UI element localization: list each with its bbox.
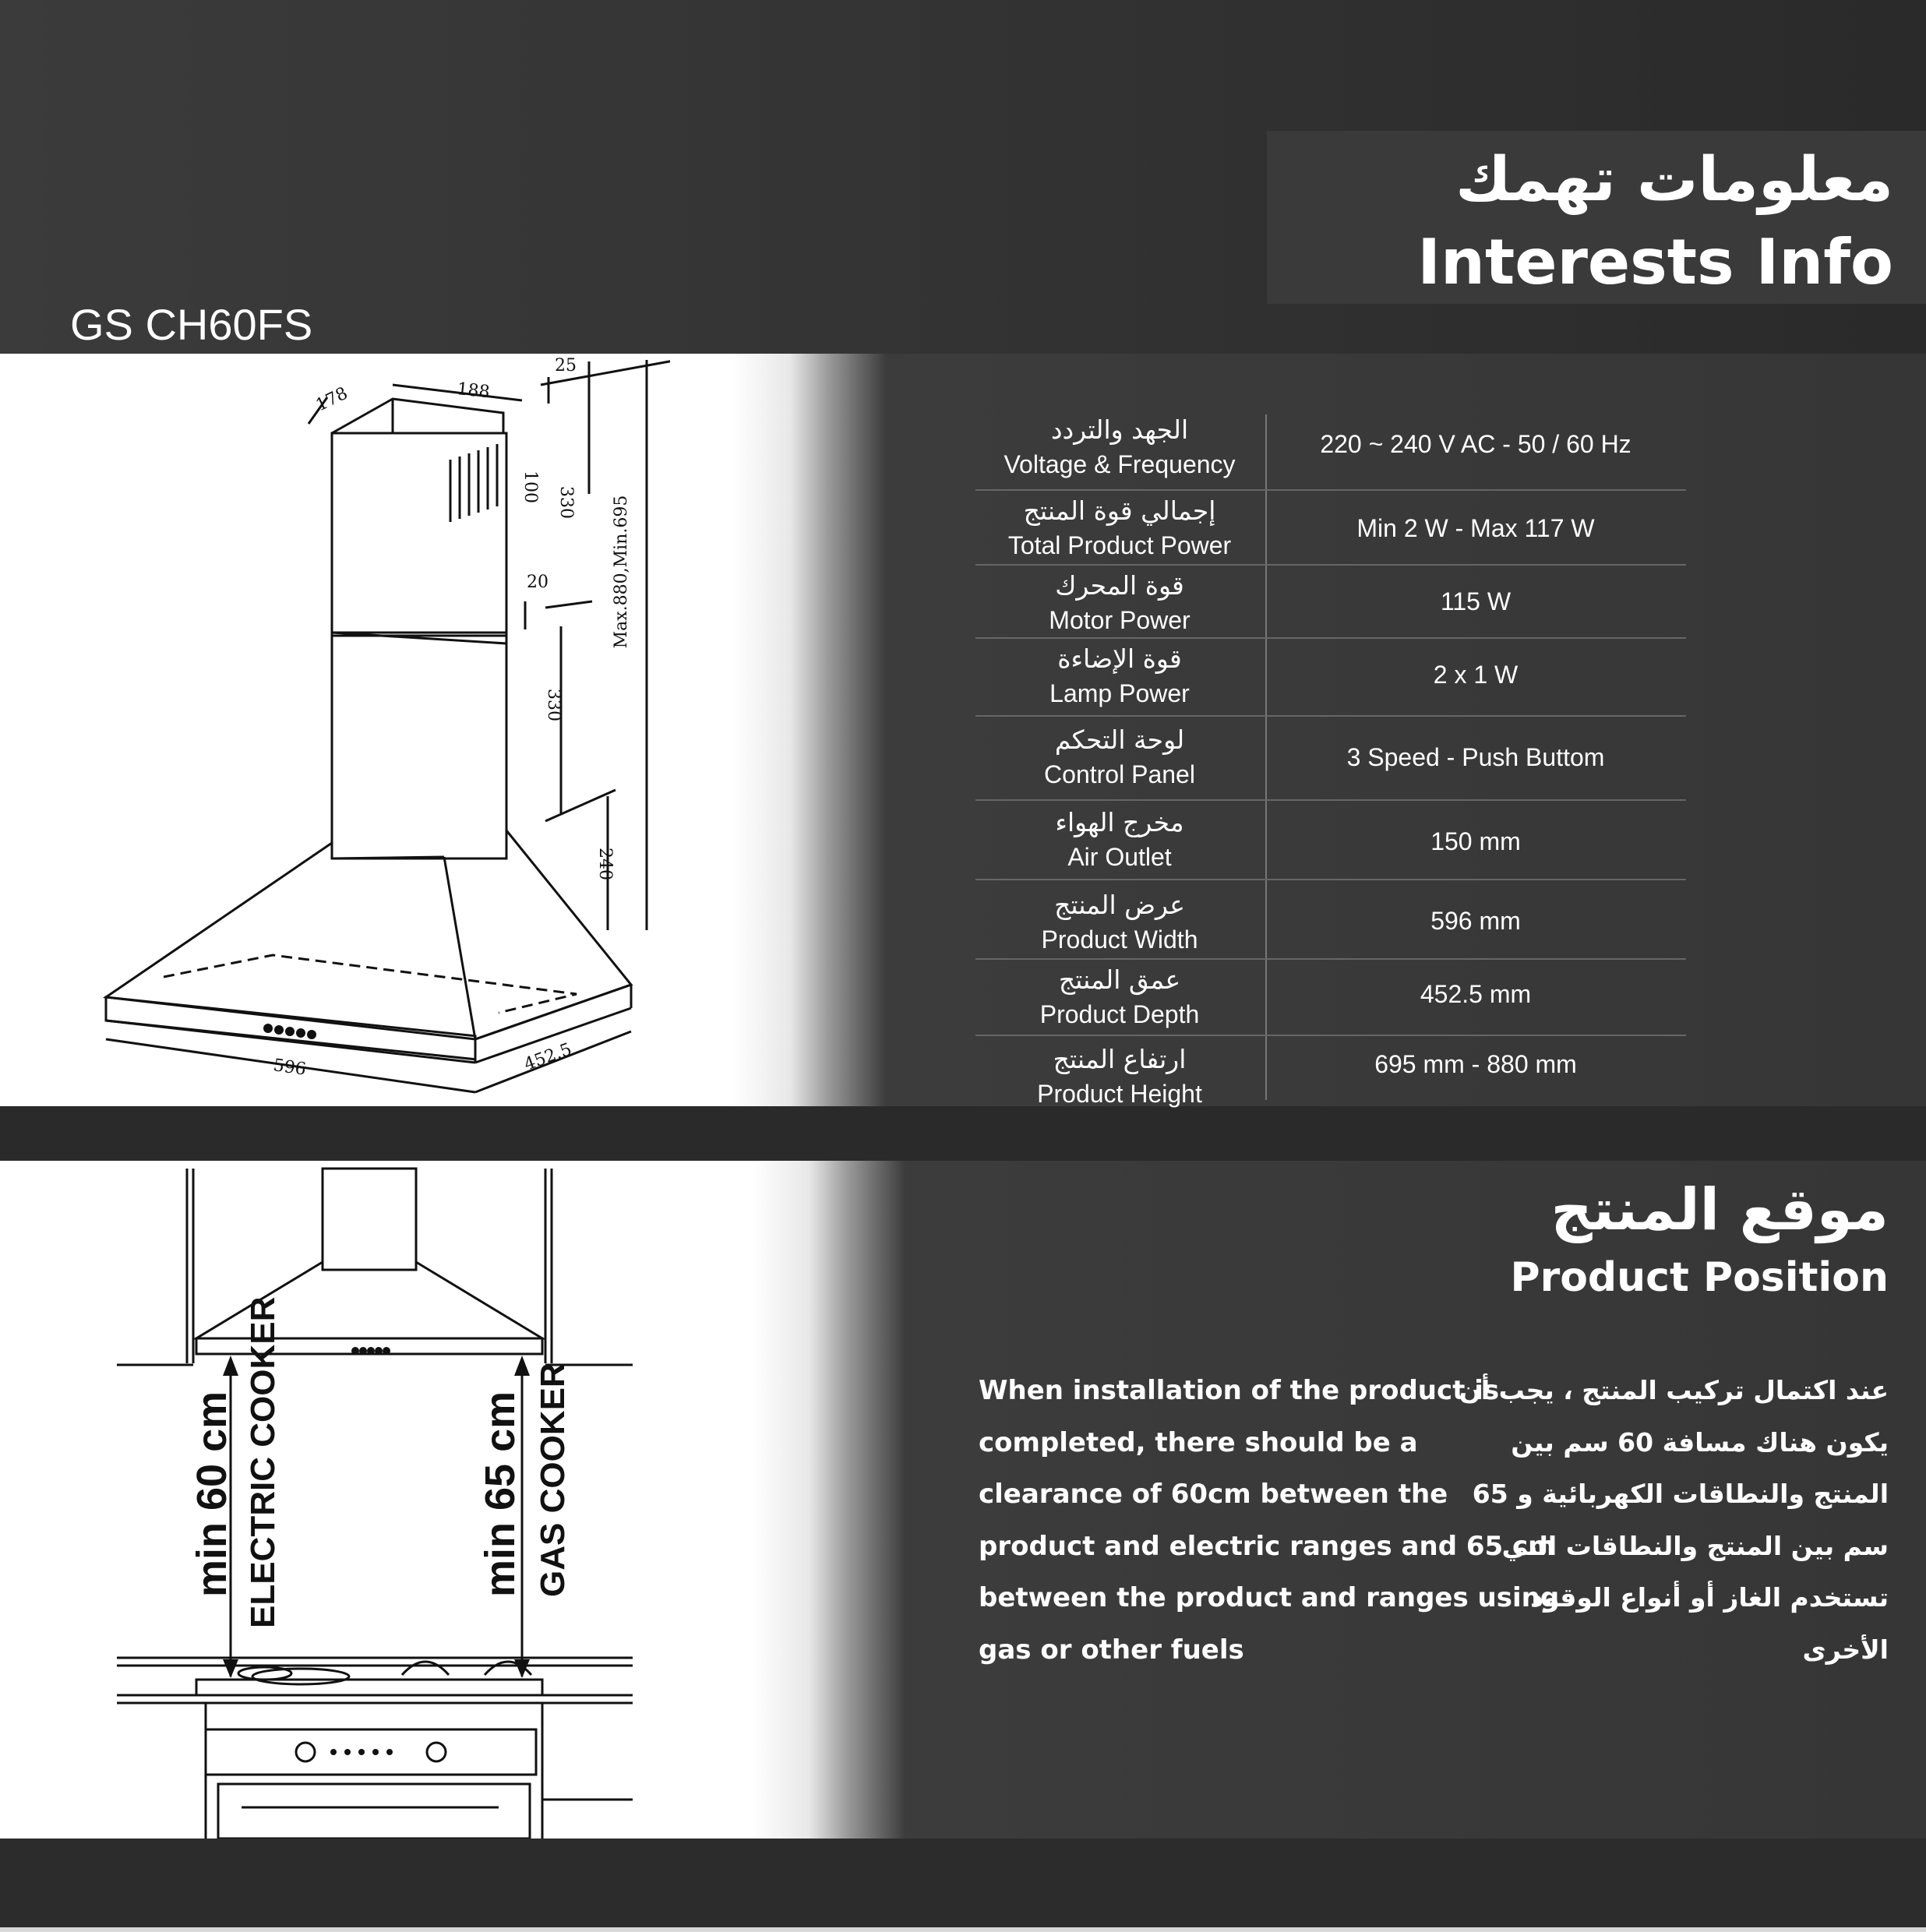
spec-row [975, 960, 1686, 1036]
spec-label-en: Voltage & Frequency [1004, 450, 1236, 478]
spec-label-ar: ارتفاع المنتج [1053, 1044, 1187, 1074]
footer-strip [0, 1927, 1926, 1932]
spec-label-en: Motor Power [1049, 606, 1191, 634]
spec-label-en: Product Width [1041, 925, 1198, 954]
description-english [979, 1365, 1560, 1676]
spec-value: Min 2 W - Max 117 W [1356, 514, 1595, 542]
spec-label-ar: عرض المنتج [1054, 890, 1185, 920]
dim-452: 452.5 [521, 1039, 575, 1075]
spec-label-en: Lamp Power [1049, 679, 1190, 707]
spec-label-en: Product Height [1037, 1080, 1202, 1108]
model-number: GS CH60FS [70, 300, 313, 349]
dim-100: 100 [520, 471, 540, 503]
spec-row [975, 801, 1686, 880]
desc-en-line: clearance of 60cm between the [979, 1479, 1448, 1510]
desc-en-line: between the product and ranges using [979, 1582, 1560, 1613]
spec-value: 3 Speed - Push Buttom [1346, 743, 1605, 771]
spec-row [975, 880, 1686, 960]
spec-value: 2 x 1 W [1433, 661, 1519, 689]
electric-min-label: min 60 cm [189, 1391, 235, 1597]
dim-330-top: 330 [556, 486, 576, 519]
spec-label-ar: قوة المحرك [1055, 570, 1184, 601]
spec-label-en: Control Panel [1044, 760, 1195, 788]
spec-label-ar: مخرج الهواء [1055, 807, 1184, 837]
spec-label-ar: إجمالي قوة المنتج [1023, 495, 1216, 526]
spec-row [975, 717, 1686, 801]
gas-cooker-label: GAS COOKER [534, 1363, 572, 1597]
desc-en-line: gas or other fuels [979, 1634, 1244, 1666]
dim-20: 20 [527, 573, 549, 592]
spec-row [975, 566, 1686, 639]
position-title-arabic: موقع المنتج [1550, 1176, 1889, 1243]
spec-value: 695 mm - 880 mm [1374, 1050, 1577, 1078]
spec-value: 596 mm [1430, 907, 1521, 935]
position-title-english: Product Position [1510, 1254, 1889, 1301]
spec-value: 150 mm [1430, 827, 1521, 855]
spec-label-en: Total Product Power [1007, 531, 1232, 559]
description-arabic [1459, 1365, 1889, 1676]
electric-cooker-label: ELECTRIC COOKER [244, 1296, 282, 1628]
desc-ar-line: المنتج والنطاقات الكهربائية و 65 [1472, 1479, 1889, 1509]
spec-value: 220 ~ 240 V AC - 50 / 60 Hz [1320, 430, 1631, 458]
spec-label-en: Air Outlet [1067, 843, 1172, 871]
title-arabic: معلومات تهمك [1455, 145, 1893, 215]
spec-label-ar: الجهد والتردد [1050, 414, 1189, 445]
gas-min-label: min 65 cm [477, 1391, 524, 1597]
footer-band [0, 1839, 1926, 1932]
spec-row [975, 491, 1686, 566]
dim-330-mid: 330 [544, 689, 563, 721]
desc-ar-line: الأخرى [1802, 1634, 1889, 1665]
spec-label-ar: لوحة التحكم [1054, 724, 1185, 755]
desc-ar-line: يكون هناك مسافة 60 سم بين [1511, 1426, 1889, 1458]
desc-en-line: product and electric ranges and 65 cm [979, 1530, 1556, 1562]
desc-ar-line: عند اكتمال تركيب المنتج ، يجب أن [1459, 1375, 1889, 1405]
desc-en-line: When installation of the product is [979, 1375, 1500, 1406]
spec-label-ar: عمق المنتج [1058, 964, 1181, 995]
dim-max-min: Max.880,Min.695 [612, 495, 631, 649]
installation-clearance-drawing [109, 1161, 654, 1839]
spec-row [975, 639, 1686, 717]
spec-value: 115 W [1440, 587, 1512, 615]
dim-240: 240 [595, 848, 615, 880]
title-english: Interests Info [1417, 226, 1893, 298]
separator-band [0, 1106, 1926, 1161]
desc-ar-line: سم بين المنتج والنطاقات التي [1501, 1530, 1889, 1561]
dim-188: 188 [456, 379, 491, 403]
spec-label-ar: قوة الإضاءة [1057, 643, 1182, 674]
spec-row [975, 413, 1686, 491]
dim-178: 178 [312, 383, 351, 416]
desc-ar-line: تستخدم الغاز أو أنواع الوقود [1530, 1582, 1889, 1613]
spec-row [975, 1036, 1686, 1114]
dim-596: 596 [272, 1056, 308, 1080]
hood-dimension-drawing [78, 354, 670, 1106]
dim-25: 25 [555, 356, 577, 375]
spec-value: 452.5 mm [1420, 980, 1532, 1008]
desc-en-line: completed, there should be a [979, 1426, 1418, 1458]
spec-label-en: Product Depth [1039, 1000, 1200, 1028]
